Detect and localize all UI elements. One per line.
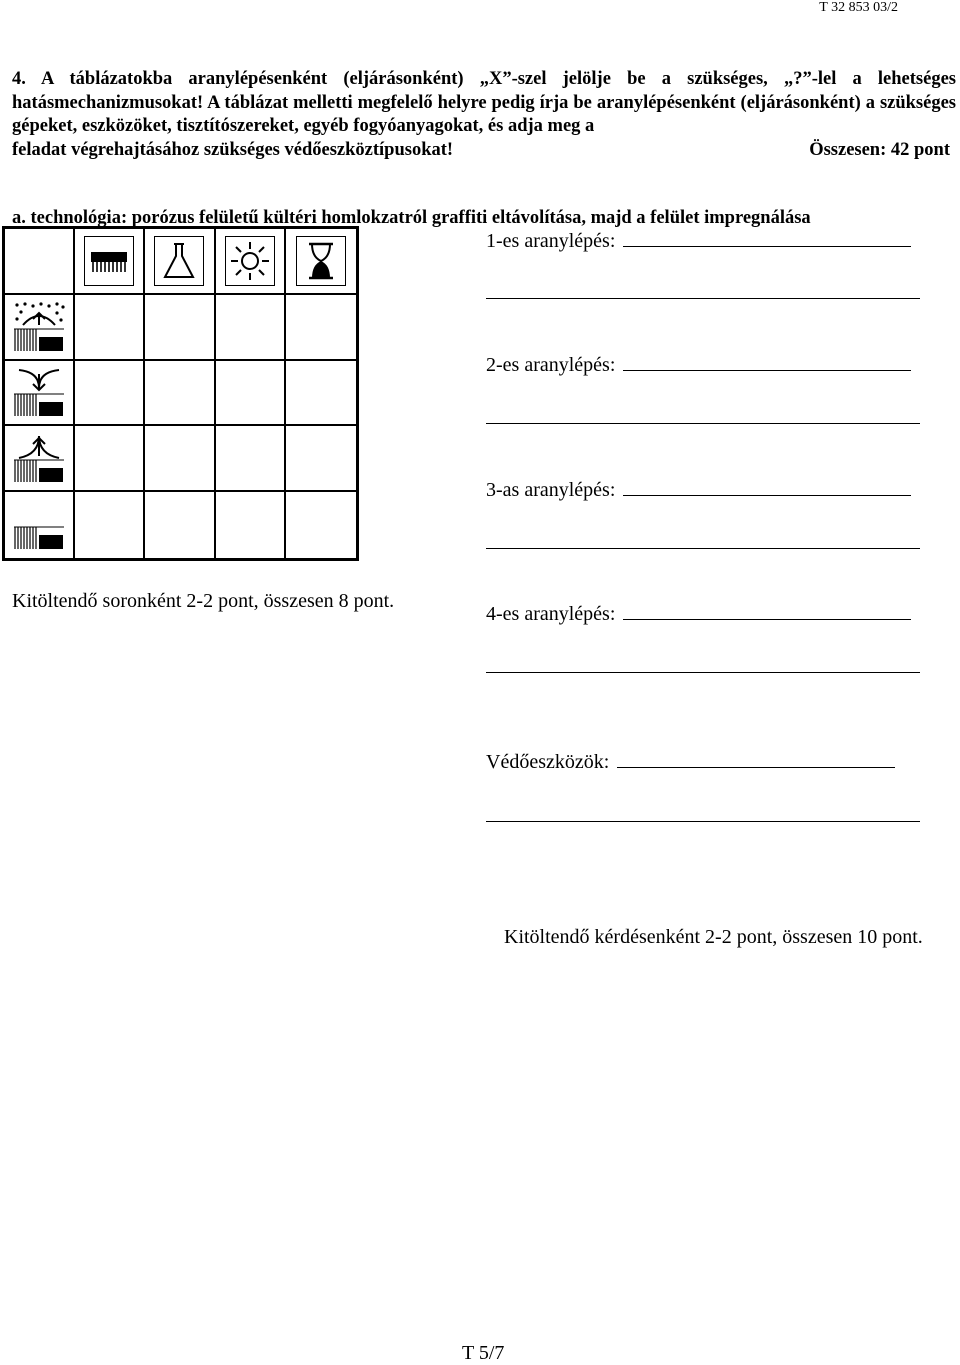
- step-1-answer-line[interactable]: [623, 245, 911, 247]
- table-cell[interactable]: [75, 295, 145, 361]
- table-cell[interactable]: [216, 295, 286, 361]
- protective-equipment-label: Védőeszközök:: [486, 751, 610, 773]
- task-text: 4. A táblázatokba aranylépésenként (eljárásonként) „X”-szel jelölje be a szükséges, „?”-lel a lehetséges hatásmechanizmusokat! A táblázat melletti megfelelő helyre pedig írja be aranylépésenként (eljárásonként) a szükséges gépeket, eszközöket, tisztítószereket, egyéb fogyóanyagokat, és adja meg a: [12, 69, 956, 136]
- table-cell[interactable]: [286, 426, 356, 492]
- step-1-label: 1-es aranylépés:: [486, 230, 616, 252]
- outward-arrow-dirt-icon: [13, 432, 65, 484]
- clean-surface-icon: [13, 499, 65, 551]
- row-header-inward: [5, 361, 75, 427]
- protective-equipment-row: [486, 751, 895, 774]
- table-cell[interactable]: [216, 426, 286, 492]
- flask-icon: [154, 236, 204, 286]
- step-4-label: 4-es aranylépés:: [486, 603, 616, 625]
- table-scoring-note: Kitöltendő soronként 2-2 pont, összesen 8 pont.: [12, 590, 395, 612]
- protective-equipment-answer-line[interactable]: [617, 766, 895, 768]
- table-cell[interactable]: [216, 361, 286, 427]
- table-cell[interactable]: [145, 295, 215, 361]
- step-3-answer-line[interactable]: [623, 494, 911, 496]
- brush-icon: [84, 236, 134, 286]
- answer-scoring-note: Kitöltendő kérdésenként 2-2 pont, összesen 10 pont.: [504, 926, 923, 948]
- inward-arrow-dirt-icon: [13, 366, 65, 418]
- table-cell[interactable]: [75, 361, 145, 427]
- step-2-label: 2-es aranylépés:: [486, 354, 616, 376]
- step-2-row: [486, 354, 911, 377]
- table-cell[interactable]: [216, 492, 286, 558]
- step-2-answer-line[interactable]: [623, 369, 911, 371]
- spray-dirt-icon: [13, 301, 65, 353]
- row-header-clean: [5, 492, 75, 558]
- task-text-end: feladat végrehajtásához szükséges védőeszköztípusokat!: [12, 139, 454, 160]
- sun-icon: [225, 236, 275, 286]
- table-cell[interactable]: [286, 361, 356, 427]
- task-instructions: [12, 68, 956, 162]
- step-3-answer-line-2[interactable]: [486, 548, 920, 549]
- table-cell[interactable]: [145, 492, 215, 558]
- technology-title: a. technológia: porózus felületű kültéri homlokzatról graffiti eltávolítása, majd a felület impregnálása: [12, 208, 811, 228]
- header-cell-mechanical: [75, 229, 145, 295]
- step-1-answer-line-2[interactable]: [486, 298, 920, 299]
- step-2-answer-line-2[interactable]: [486, 423, 920, 424]
- table-corner-cell: [5, 229, 75, 295]
- step-1-row: [486, 230, 911, 253]
- table-cell[interactable]: [145, 361, 215, 427]
- task-last-line: [12, 139, 956, 163]
- table-cell[interactable]: [75, 426, 145, 492]
- step-3-label: 3-as aranylépés:: [486, 479, 616, 501]
- table-cell[interactable]: [286, 295, 356, 361]
- total-points: Összesen: 42 pont: [809, 139, 950, 160]
- page-number: T 5/7: [462, 1342, 505, 1364]
- hourglass-icon: [296, 236, 346, 286]
- header-cell-time: [286, 229, 356, 295]
- document-code: T 32 853 03/2: [819, 0, 898, 15]
- row-header-outward: [5, 426, 75, 492]
- table-cell[interactable]: [145, 426, 215, 492]
- header-cell-temperature: [216, 229, 286, 295]
- table-cell[interactable]: [286, 492, 356, 558]
- step-4-answer-line[interactable]: [623, 618, 911, 620]
- protective-equipment-answer-line-2[interactable]: [486, 821, 920, 822]
- header-cell-chemical: [145, 229, 215, 295]
- table-cell[interactable]: [75, 492, 145, 558]
- mechanism-table: [2, 226, 359, 561]
- step-4-row: [486, 603, 911, 626]
- step-4-answer-line-2[interactable]: [486, 672, 920, 673]
- step-3-row: [486, 479, 911, 502]
- row-header-spray: [5, 295, 75, 361]
